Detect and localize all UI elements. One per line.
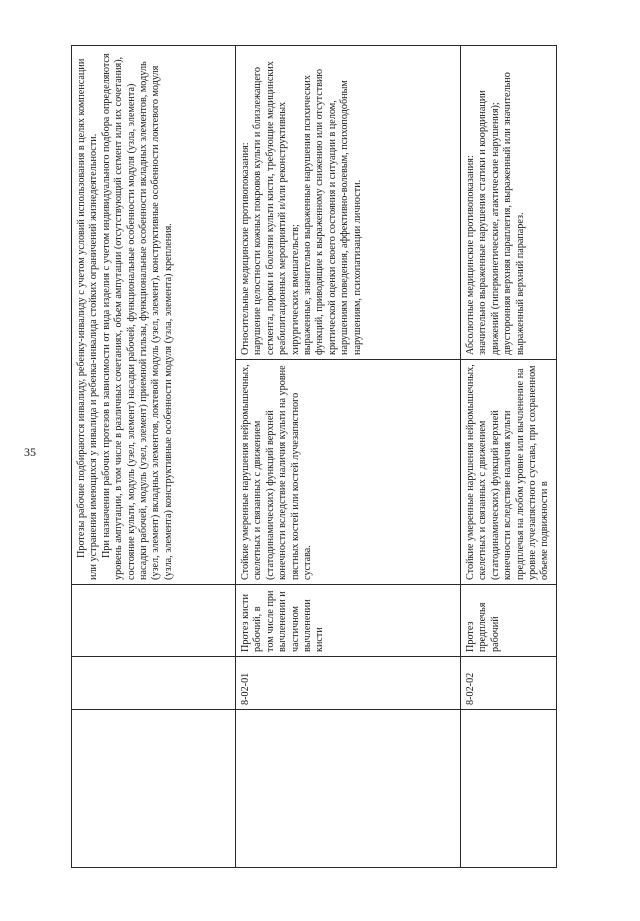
- table-row: [461, 45, 557, 867]
- intro-row: [72, 45, 236, 867]
- row-contraindications: [236, 45, 461, 359]
- row-name: Протез предплечья рабочий: [461, 585, 557, 657]
- intro-empty-cell: [72, 657, 236, 710]
- contraindications-title: Относительные медицинские противопоказания:: [240, 142, 251, 355]
- contraindication-item: нарушение целостности кожных покровов культи и близлежащего сегмента, пороки и болезни культи кисти, требующие медицинских реабилитационных мероприятий и/или реконструктивных хирургических вмешательств;: [252, 61, 301, 355]
- row-indications: Стойкие умеренные нарушения нейромышечных, скелетных и связанных с движением (статодинамических) функций верхней конечности вследствие наличия культи на уровне пястных костей или костей лучезапястного сустава.: [236, 360, 461, 585]
- row-code: 8-02-02: [461, 657, 557, 710]
- rotated-table-page: [71, 46, 549, 868]
- medical-devices-table: [71, 45, 557, 868]
- row-contraindications: [461, 45, 557, 359]
- contraindications-title: Абсолютные медицинские противопоказания:: [465, 155, 476, 355]
- intro-empty-cell: [72, 710, 236, 868]
- intro-paragraph: При назначении рабочих протезов в зависимости от вида изделия с учетом индивидуального подбора определяются уровень ампутации, в том числе в различных сочетаниях, объем ампутации (отсутствующий сегмент или их сочетания), состояние культи, модуль (узел, элемент) насадки рабочей, функциональные особенности модуля (узла, элемента) насадки рабочей, модуль (узел, элемент) приемной гильзы, функциональные особенности вкладных элементов, модуль (узел, элемент) вкладных элементов, локтевой модуль (узел, элемент), конструктивные особенности локтевого модуля (узла, элемента) конструктивные особенности модуля (узла, элемента) крепления.: [100, 53, 174, 580]
- contraindication-item: выраженные, значительно выраженные нарушения психических функций, приводящие к выраженному снижению или отсутствию критической оценки своего состояния и ситуации в целом, нарушениям поведения, аффективно-волевым, психоподобным нарушениям, психопатизации личности.: [302, 68, 363, 355]
- row-name: Протез кисти рабочий, в том числе при вычленении и частичном вычленении кисти: [236, 585, 461, 657]
- contraindication-item: значительно выраженные нарушения статики и координации движений (гиперкинетические, атактические нарушения);: [477, 90, 501, 355]
- row-code: 8-02-01: [236, 657, 461, 710]
- page-number: 35: [24, 445, 36, 459]
- intro-cell: [72, 45, 236, 584]
- contraindication-item: двусторонняя верхняя параплегия, выраженный или значительно выраженный верхний парапарез.: [502, 72, 526, 355]
- table-row: [236, 45, 461, 867]
- empty-cell: [461, 710, 557, 868]
- row-indications: Стойкие умеренные нарушения нейромышечных, скелетных и связанных с движением (статодинамических) функций верхней конечности вследствие наличия культи предплечья на любом уровне или вычленение на уровне лучезапястного сустава, при сохраненном объеме подвижности в: [461, 360, 557, 585]
- intro-paragraph: Протезы рабочие подбираются инвалиду, ребенку-инвалиду с учетом условий использования в целях компенсации или устранения имеющихся у инвалида и ребенка-инвалида стойких ограничений жизнедеятельности.: [76, 58, 100, 580]
- empty-cell: [236, 710, 461, 868]
- intro-empty-cell: [72, 585, 236, 657]
